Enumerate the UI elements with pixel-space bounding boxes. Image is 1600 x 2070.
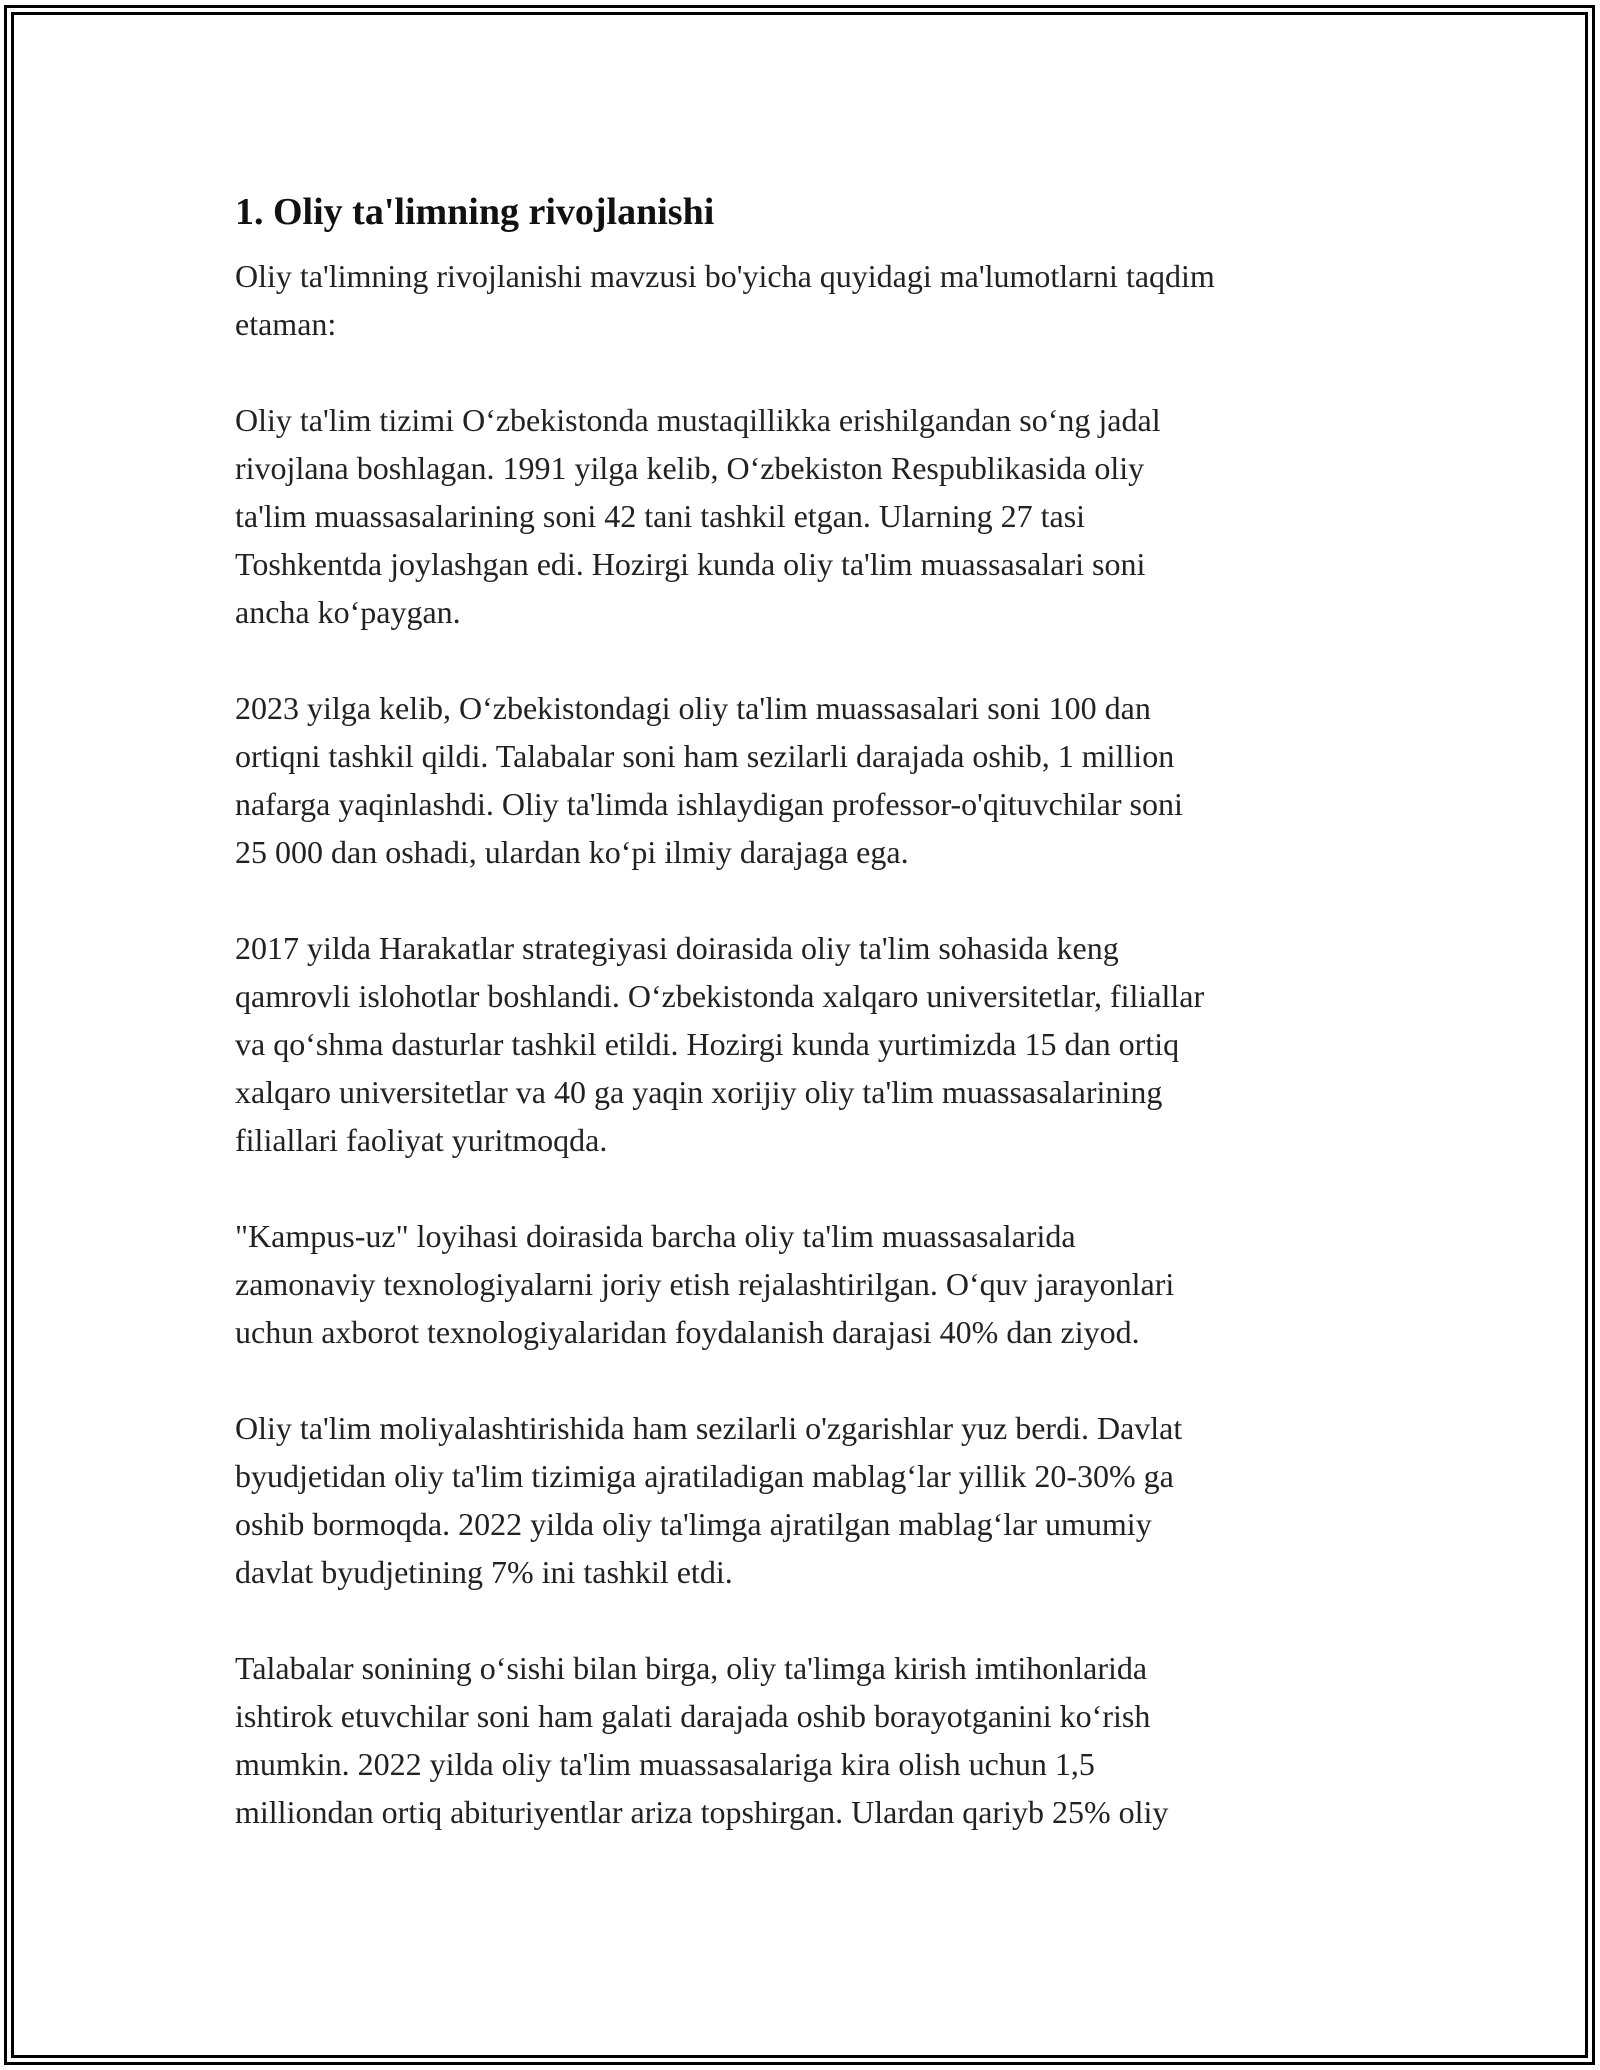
- paragraph-intro: Oliy ta'limning rivojlanishi mavzusi bo'yicha quyidagi ma'lumotlarni taqdim etaman:: [235, 258, 1215, 342]
- document-body: [235, 186, 1395, 1884]
- paragraph-kampus-uz: "Kampus-uz" loyihasi doirasida barcha oliy ta'lim muassasalarida zamonaviy texnologiyalarni joriy etish rejalashtirilgan. O‘quv jarayonlari uchun axborot texnologiyalaridan foydalanish darajasi 40% dan ziyod.: [235, 1218, 1175, 1350]
- section-heading: 1. Oliy ta'limning rivojlanishi: [235, 191, 715, 233]
- paragraph-financing: Oliy ta'lim moliyalashtirishida ham sezilarli o'zgarishlar yuz berdi. Davlat byudjetidan oliy ta'lim tizimiga ajratiladigan mablag‘lar yillik 20-30% ga oshib bormoqda. 2022 yilda oliy ta'limga ajratilgan mablag‘lar umumiy davlat byudjetining 7% ini tashkil etdi.: [235, 1410, 1183, 1590]
- paragraph-statistics-2023: 2023 yilga kelib, O‘zbekistondagi oliy ta'lim muassasalari soni 100 dan ortiqni tashkil qildi. Talabalar soni ham sezilarli darajada oshib, 1 million nafarga yaqinlashdi. Oliy ta'limda ishlaydigan professor-o'qituvchilar soni 25 000 dan oshadi, ulardan ko‘pi ilmiy darajaga ega.: [235, 690, 1183, 870]
- paragraph-reforms-2017: 2017 yilda Harakatlar strategiyasi doirasida oliy ta'lim sohasida keng qamrovli islohotlar boshlandi. O‘zbekistonda xalqaro universitetlar, filiallar va qo‘shma dasturlar tashkil etildi. Hozirgi kunda yurtimizda 15 dan ortiq xalqaro universitetlar va 40 ga yaqin xorijiy oliy ta'lim muassasalarining filiallari faoliyat yuritmoqda.: [235, 930, 1205, 1158]
- paragraph-applicants: Talabalar sonining o‘sishi bilan birga, oliy ta'limga kirish imtihonlarida ishtirok etuvchilar soni ham galati darajada oshib borayotganini ko‘rish mumkin. 2022 yilda oliy ta'lim muassasalariga kira olish uchun 1,5 milliondan ortiq abituriyentlar ariza topshirgan. Ulardan qariyb 25% oliy: [235, 1650, 1169, 1830]
- paragraph-history: Oliy ta'lim tizimi O‘zbekistonda mustaqillikka erishilgandan so‘ng jadal rivojlana boshlagan. 1991 yilga kelib, O‘zbekiston Respublikasida oliy ta'lim muassasalarining soni 42 tani tashkil etgan. Ularning 27 tasi Toshkentda joylashgan edi. Hozirgi kunda oliy ta'lim muassasalari soni ancha ko‘paygan.: [235, 402, 1161, 630]
